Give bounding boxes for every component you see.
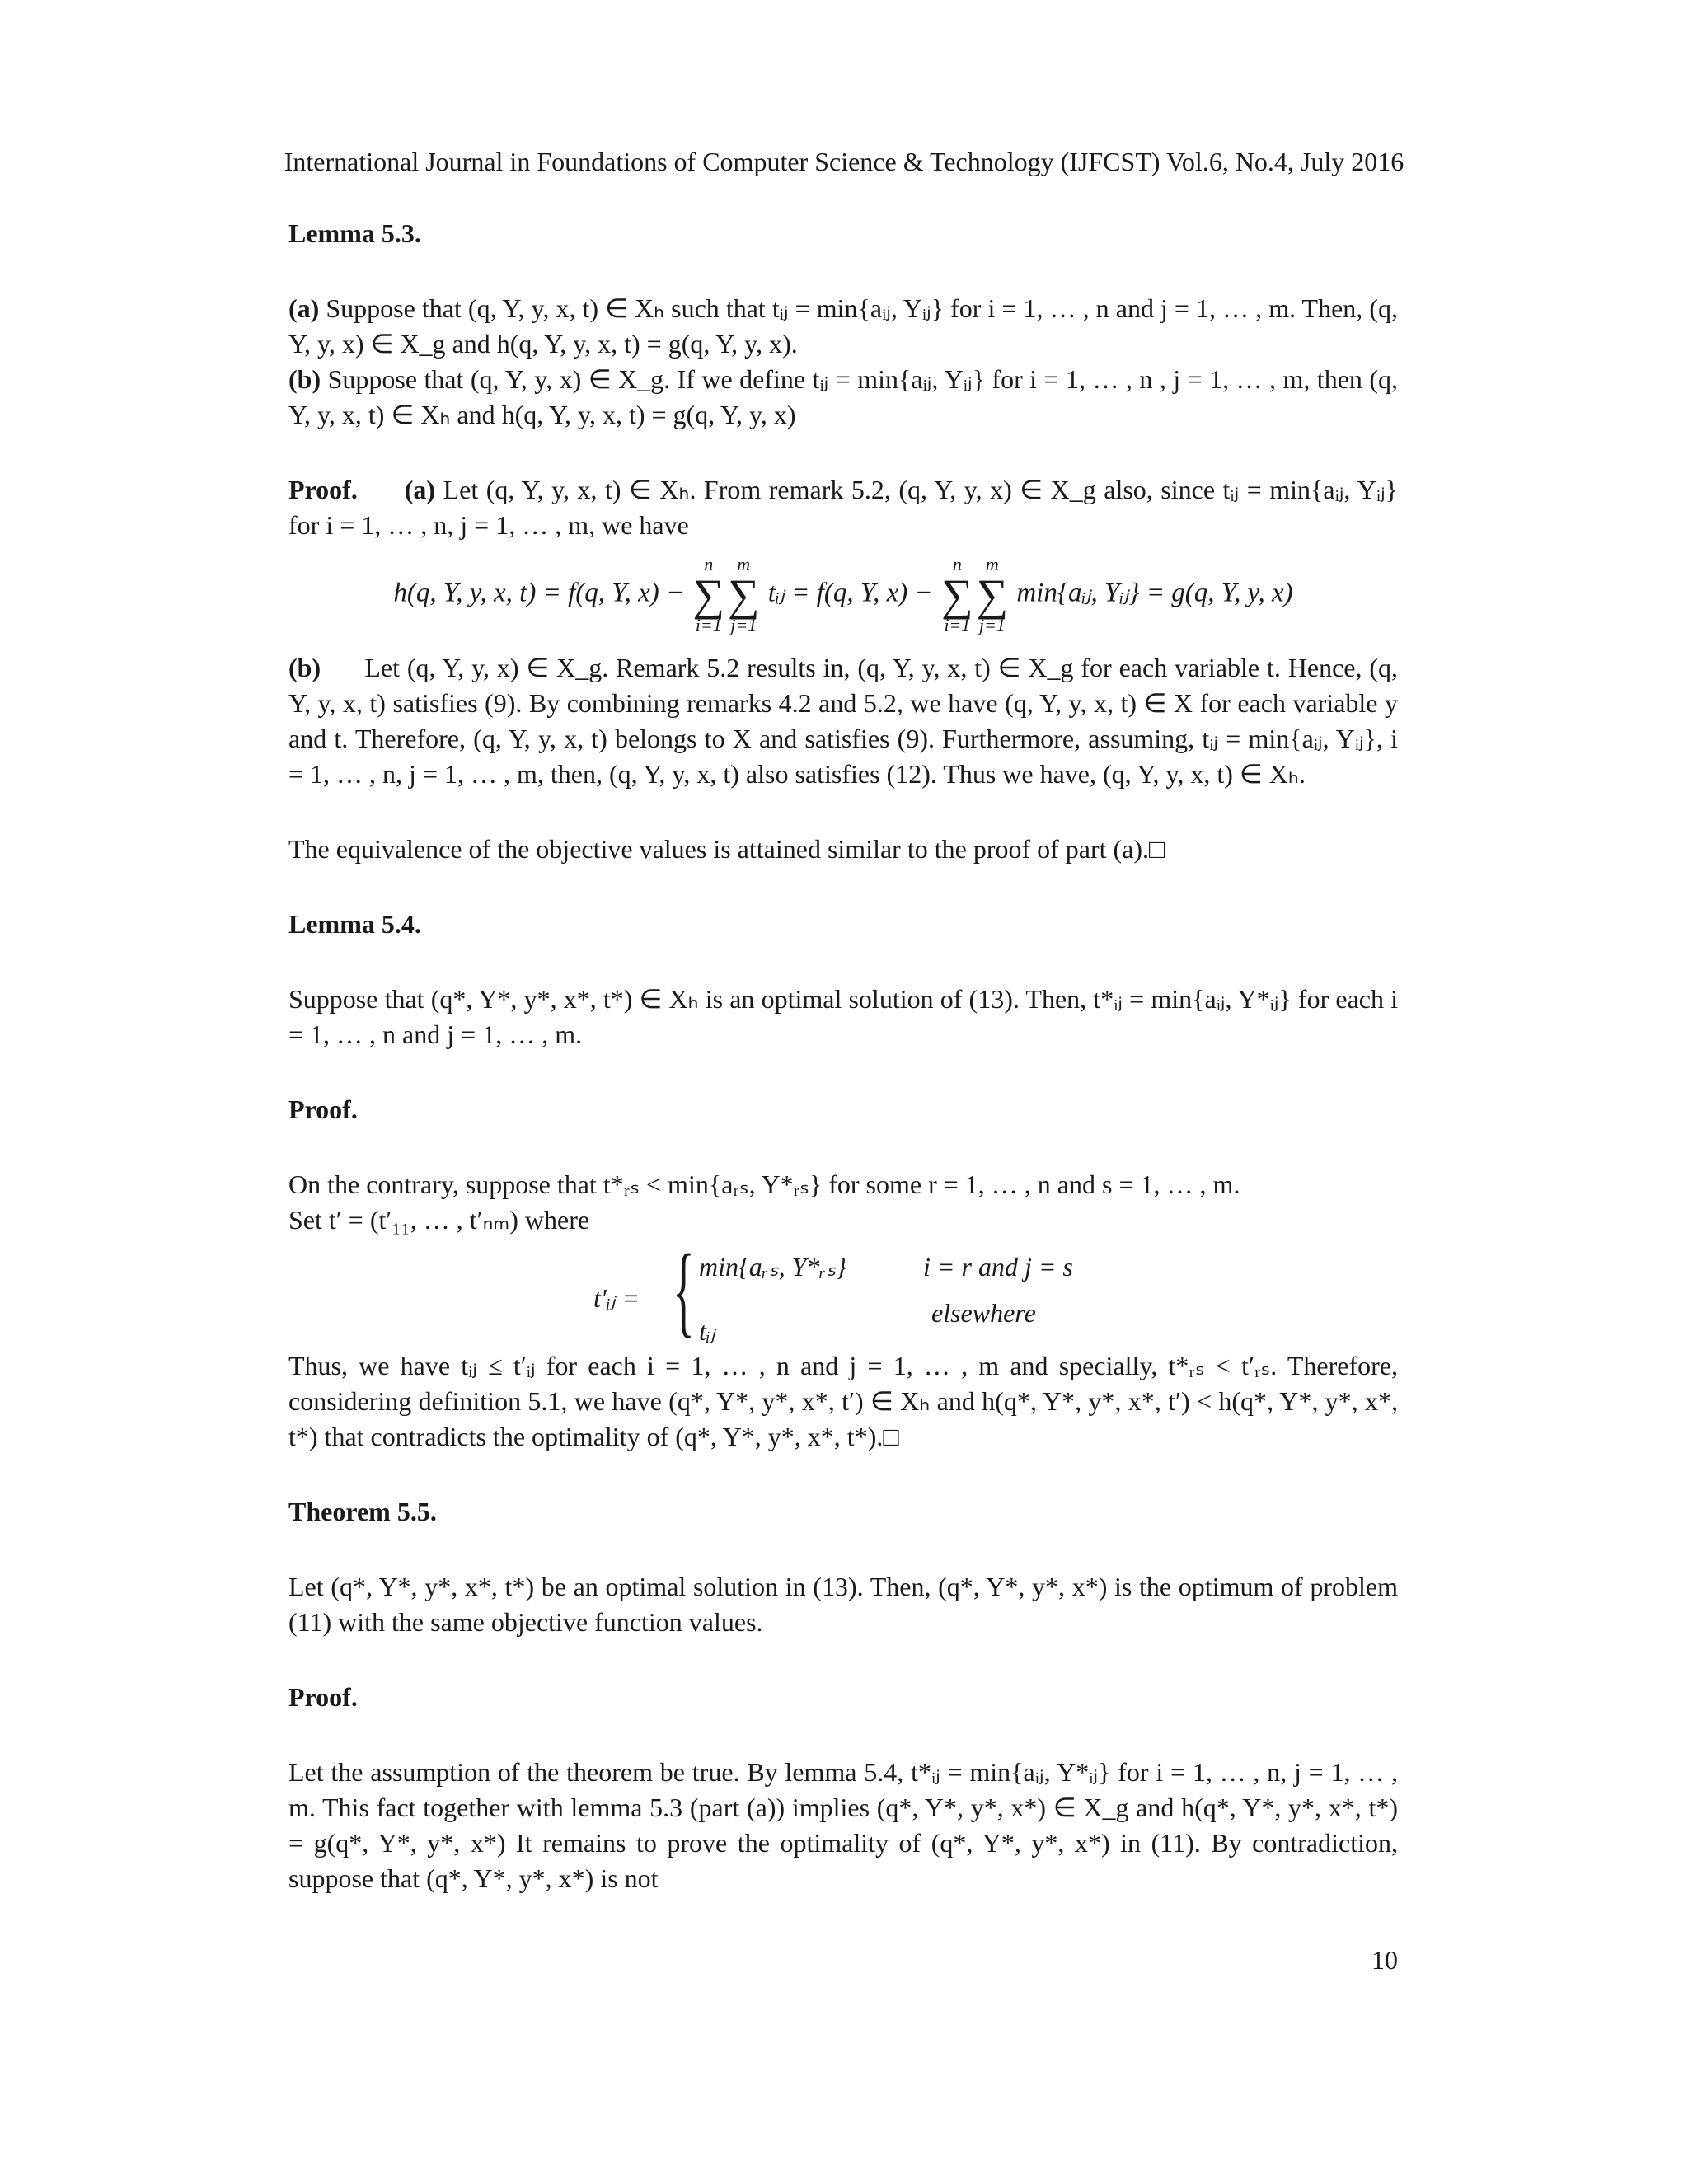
- lemma-5-3-part-b: [288, 362, 1398, 433]
- part-b-label: (b): [288, 364, 321, 394]
- proof-5-5-title: Proof.: [288, 1682, 358, 1712]
- sum-over-j: m ∑ j=1: [976, 554, 1009, 635]
- piecewise-definition: [593, 1234, 1398, 1348]
- theorem-5-5-text: Let (q*, Y*, y*, x*, t*) be an optimal solution in (13). Then, (q*, Y*, y*, x*) is the optimum of problem (11) with the same objective function values.: [288, 1572, 1398, 1637]
- proof-5-4-text: Thus, we have tᵢⱼ ≤ t′ᵢⱼ for each i = 1, … , n and j = 1, … , m and specially, t*ᵣₛ < t′ᵣₛ. Therefore, considering definition 5.1, we have (q*, Y*, y*, x*, t′) ∈ Xₕ and h(q*, Y*, y*, x*, t′) < h(q*, Y*, y*, x*, t*) that contradicts the optimality of (q*, Y*, y*, x*, t*).□: [288, 1351, 1399, 1451]
- proof-label: Proof.: [288, 475, 358, 504]
- proof-5-4-line-2: Set t′ = (t′₁₁, … , t′ₙₘ) where: [288, 1205, 590, 1235]
- page-content: [288, 216, 1398, 1896]
- proof-5-3-closing: The equivalence of the objective values is attained similar to the proof of part (a).□: [288, 834, 1165, 864]
- theorem-5-5-title: Theorem 5.5.: [288, 1497, 437, 1526]
- equation-middle: tᵢⱼ = f(q, Y, x) −: [767, 578, 933, 608]
- lemma-5-3-part-a-text: Suppose that (q, Y, y, x, t) ∈ Xₕ such that tᵢⱼ = min{aᵢⱼ, Yᵢⱼ} for i = 1, … , n and j = 1, … , m. Then, (q, Y, y, x) ∈ X_g and h(q, Y, y, x, t) = g(q, Y, y, x).: [288, 293, 1399, 359]
- sum-over-i: n ∑ i=1: [692, 554, 724, 635]
- piecewise-case-2: tᵢⱼ: [699, 1316, 715, 1346]
- part-a-label: (a): [404, 475, 436, 504]
- lemma-5-3-title: Lemma 5.3.: [288, 218, 421, 248]
- lemma-5-3-part-b-text: Suppose that (q, Y, y, x) ∈ X_g. If we define tᵢⱼ = min{aᵢⱼ, Yᵢⱼ} for i = 1, … , n , j = 1, … , m, then (q, Y, y, x, t) ∈ Xₕ and h(q, Y, y, x, t) = g(q, Y, y, x): [288, 364, 1399, 429]
- proof-5-3-part-a-text: Let (q, Y, y, x, t) ∈ Xₕ. From remark 5.2, (q, Y, y, x) ∈ X_g also, since tᵢⱼ = min{aᵢⱼ, Yᵢⱼ} for i = 1, … , n, j = 1, … , m, we have: [288, 475, 1399, 540]
- sum-over-j: m ∑ j=1: [728, 554, 760, 635]
- left-brace: {: [673, 1234, 695, 1347]
- proof-5-3-part-b-text: Let (q, Y, y, x) ∈ X_g. Remark 5.2 results in, (q, Y, y, x, t) ∈ X_g for each variable t. Hence, (q, Y, y, x, t) satisfies (9). By combining remarks 4.2 and 5.2, we have (q, Y, y, x, t) ∈ X for each variable y and t. Therefore, (q, Y, y, x, t) belongs to X and satisfies (9). Furthermore, assuming, tᵢⱼ = min{aᵢⱼ, Yᵢⱼ}, i = 1, … , n, j = 1, … , m, then, (q, Y, y, x, t) also satisfies (12). Thus we have, (q, Y, y, x, t) ∈ Xₕ.: [288, 653, 1399, 789]
- part-b-label: (b): [288, 653, 321, 682]
- equation-h-expansion: [288, 555, 1398, 635]
- sum-over-i: n ∑ i=1: [941, 554, 973, 635]
- piecewise-case-1: min{aᵣₛ, Y*ᵣₛ}: [699, 1252, 847, 1282]
- lemma-5-4-title: Lemma 5.4.: [288, 909, 421, 939]
- lemma-5-3-part-a: [288, 291, 1398, 362]
- page-number: 10: [1372, 1945, 1398, 1975]
- piecewise-lhs: t′ᵢⱼ =: [593, 1283, 640, 1313]
- equation-rhs: min{aᵢⱼ, Yᵢⱼ} = g(q, Y, y, x): [1016, 578, 1293, 608]
- proof-5-5-text: Let the assumption of the theorem be true. By lemma 5.4, t*ᵢⱼ = min{aᵢⱼ, Y*ᵢⱼ} for i = 1, … , n, j = 1, … , m. This fact together with lemma 5.3 (part (a)) implies (q*, Y*, y*, x*) ∈ X_g and h(q*, Y*, y*, x*, t*) = g(q*, Y*, y*, x*) It remains to prove the optimality of (q*, Y*, y*, x*) in (11). By contradiction, suppose that (q*, Y*, y*, x*) is not: [288, 1757, 1398, 1893]
- proof-5-3-part-a: [288, 472, 1398, 543]
- proof-5-4-line-1: On the contrary, suppose that t*ᵣₛ < min{aᵣₛ, Y*ᵣₛ} for some r = 1, … , n and s = 1, … , m.: [288, 1169, 1240, 1199]
- equation-lhs: h(q, Y, y, x, t) = f(q, Y, x) −: [393, 578, 685, 608]
- proof-5-3-part-b: [288, 650, 1398, 792]
- journal-header: International Journal in Foundations of Computer Science & Technology (IJFCST) Vol.6, No.4, July 2016: [284, 147, 1404, 176]
- piecewise-condition-2: elsewhere: [931, 1298, 1036, 1328]
- proof-5-4-title: Proof.: [288, 1094, 358, 1124]
- piecewise-condition-1: i = r and j = s: [923, 1252, 1073, 1282]
- lemma-5-4-text: Suppose that (q*, Y*, y*, x*, t*) ∈ Xₕ is an optimal solution of (13). Then, t*ᵢⱼ = min{aᵢⱼ, Y*ᵢⱼ} for each i = 1, … , n and j = 1, … , m.: [288, 984, 1398, 1049]
- part-a-label: (a): [288, 293, 320, 323]
